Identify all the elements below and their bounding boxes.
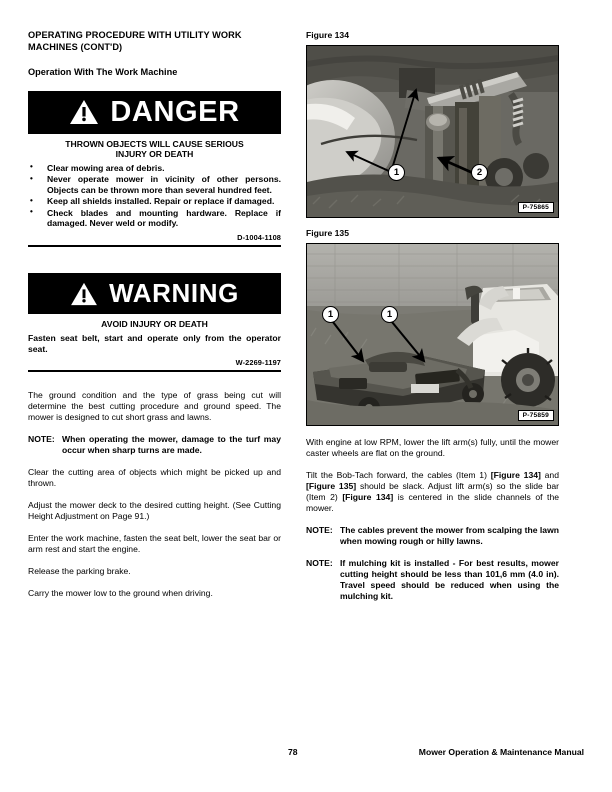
figure-reference: [Figure 134] [490,470,541,480]
right-body-text [306,437,559,602]
page-number: 78 [288,747,298,757]
warning-reference-code: W-2269-1197 [235,358,281,368]
paragraph: Enter the work machine, fasten the seat belt, lower the seat bar or arm rest and start the engine. [28,533,281,555]
warning-body: Fasten seat belt, start and operate only from the operator seat. [28,332,281,354]
para-text: is centered in the slide channels of the mower. [306,492,559,513]
para-text: should be slack. Adjust lift arm(s) so the slide bar (Item 2) [306,481,559,502]
left-body-text [28,390,281,599]
figure-134-callout-2: 2 [471,164,488,181]
danger-title-line1: THROWN OBJECTS WILL CAUSE SERIOUS [65,138,244,149]
warning-triangle-icon [69,99,99,125]
warning-alert-block [28,273,281,372]
note-label: NOTE: [306,525,333,535]
danger-banner [28,91,281,134]
section-subtitle: Operation With The Work Machine [28,67,178,78]
figure-135-callout-2: 1 [381,306,398,323]
note-block [306,558,559,602]
right-column [306,30,559,613]
warning-banner [28,273,281,314]
note-block [28,434,281,456]
section-divider [28,245,281,247]
paragraph-with-figure-refs [306,470,559,514]
para-text: Tilt the Bob-Tach forward, the cables (Item 1) [306,470,491,480]
figure-134 [306,30,559,218]
note-text: If mulching kit is installed - For best results, mower cutting height should be less than 101,6 mm (4.0 in). Travel speed should be reduced when using the mulching kit. [340,558,559,601]
figure-134-photo-code: P-75865 [518,202,554,214]
figure-135-callout-1: 1 [322,306,339,323]
note-text: When operating the mower, damage to the turf may occur when sharp turns are made. [62,434,281,456]
figure-134-callout-1: 1 [388,164,405,181]
danger-bullet: • Check blades and mounting hardware. Replace if damaged. Never weld or modify. [28,208,281,230]
section-divider [28,370,281,372]
danger-word: DANGER [110,95,240,128]
figure-reference: [Figure 135] [306,481,357,491]
figure-134-leaders [307,46,558,217]
warning-title: AVOID INJURY OR DEATH [101,319,208,330]
left-column [28,30,281,599]
paragraph: Carry the mower low to the ground when driving. [28,588,213,599]
paragraph: Release the parking brake. [28,566,131,577]
danger-title-line2: INJURY OR DEATH [115,149,194,160]
page-footer [28,747,584,759]
danger-bullet: • Never operate mower in vicinity of other persons. Objects can be thrown more than several hundred feet. [28,174,281,196]
manual-title: Mower Operation & Maintenance Manual [418,747,584,757]
danger-reference-code: D-1004-1108 [237,233,281,243]
danger-bullet: • Keep all shields installed. Repair or replace if damaged. [28,196,281,207]
figure-135-photo-code: P-75859 [518,410,554,422]
danger-bullet-list [28,163,281,229]
figure-134-photo [306,45,559,218]
figure-135-leaders [307,244,558,425]
figure-label: Figure 135 [306,228,349,238]
paragraph: The ground condition and the type of grass being cut will determine the best cutting procedure and ground speed. The mower is designed to cut short grass and lawns. [28,390,281,423]
warning-triangle-icon [70,282,98,306]
figure-135-photo [306,243,559,426]
note-text: The cables prevent the mower from scalping the lawn when mowing rough or hilly lawns. [340,525,559,546]
note-block [306,525,559,547]
para-text: and [540,470,559,480]
paragraph: Adjust the mower deck to the desired cutting height. (See Cutting Height Adjustment on Page 91.) [28,500,281,522]
warning-word: WARNING [109,278,239,309]
paragraph: Clear the cutting area of objects which might be picked up and thrown. [28,467,281,489]
danger-bullet: • Clear mowing area of debris. [28,163,281,174]
page-title: OPERATING PROCEDURE WITH UTILITY WORK MACHINES (CONT'D) [28,30,242,52]
danger-alert-block [28,91,281,247]
figure-label: Figure 134 [306,30,349,40]
figure-135 [306,228,559,426]
note-label: NOTE: [306,558,333,568]
figure-reference: [Figure 134] [342,492,394,502]
note-label: NOTE: [28,434,55,445]
paragraph: With engine at low RPM, lower the lift arm(s) fully, until the mower caster wheels are flat on the ground. [306,437,559,458]
